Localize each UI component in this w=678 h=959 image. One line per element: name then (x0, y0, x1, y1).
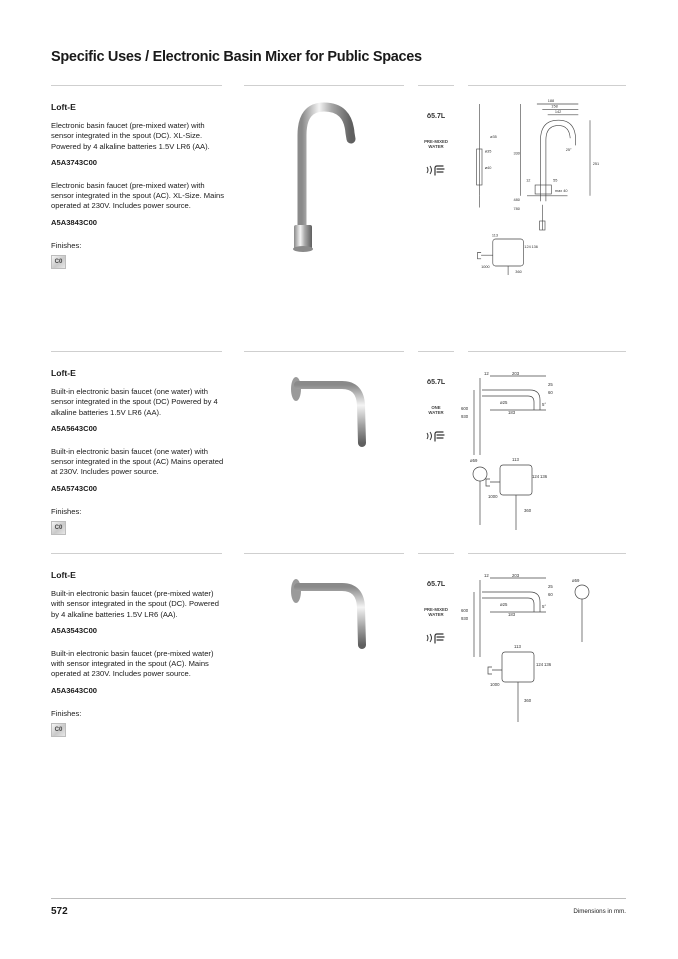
product-description (51, 368, 229, 535)
flow-rate-icon: ō5.7L (426, 581, 446, 588)
finish-chrome-swatch: C0 (51, 255, 66, 269)
finishes-label: Finishes: (51, 506, 82, 516)
svg-text:113: 113 (491, 232, 499, 238)
variant-description: Electronic basin faucet (pre-mixed water) with sensor integrated in the spout (DC). XL-Size. Powered by 4 alkaline batteries 1.5V LR6 (AA). (51, 121, 210, 151)
divider (51, 553, 222, 554)
svg-text:1000: 1000 (490, 682, 500, 687)
feature-icons (418, 379, 454, 448)
divider (51, 85, 222, 86)
svg-text:25: 25 (548, 584, 553, 589)
product-code: A5A5643C00 (51, 423, 98, 433)
svg-text:1000: 1000 (481, 263, 490, 269)
finish-chrome-swatch: C0 (51, 723, 66, 737)
divider (468, 351, 626, 352)
technical-drawing (460, 567, 630, 747)
divider (51, 351, 222, 352)
flow-rate-icon: ō5.7L (426, 113, 446, 120)
svg-text:780: 780 (513, 206, 520, 212)
svg-text:1000: 1000 (488, 494, 498, 499)
dimension-labels (461, 371, 553, 513)
divider (468, 553, 626, 554)
svg-text:360: 360 (524, 698, 532, 703)
product-section (0, 85, 678, 285)
svg-text:136: 136 (544, 662, 552, 667)
svg-text:12: 12 (526, 177, 531, 183)
svg-text:5°: 5° (542, 402, 547, 407)
dimensions-note: Dimensions in mm. (573, 908, 626, 915)
svg-text:183: 183 (508, 612, 516, 617)
divider (244, 351, 404, 352)
flow-rate-value: 5.7L (431, 379, 446, 386)
divider (418, 85, 454, 86)
svg-text:55: 55 (553, 177, 558, 183)
svg-text:930: 930 (461, 414, 469, 419)
product-name: Loft-E (51, 368, 76, 378)
wall-spout-photo (244, 365, 404, 525)
product-name: Loft-E (51, 102, 76, 112)
product-code: A5A3543C00 (51, 625, 98, 635)
svg-text:930: 930 (461, 616, 469, 621)
svg-text:142: 142 (554, 109, 562, 114)
svg-text:183: 183 (508, 410, 516, 415)
svg-text:124: 124 (532, 474, 540, 479)
product-code: A5A3843C00 (51, 217, 98, 227)
technical-drawing (460, 365, 630, 545)
svg-text:60: 60 (548, 592, 553, 597)
divider (244, 85, 404, 86)
svg-text:188: 188 (547, 98, 555, 104)
svg-text:60: 60 (548, 390, 553, 395)
svg-text:12: 12 (484, 371, 489, 376)
flow-rate-value: 5.7L (431, 113, 446, 120)
feature-icons (418, 113, 454, 182)
product-description (51, 102, 229, 269)
variant-description: Electronic basin faucet (pre-mixed water) with sensor integrated in the spout (AC). XL-Size. Mains operated at 230V. Includes power source. (51, 181, 225, 211)
product-code: A5A3643C00 (51, 685, 98, 695)
variant-description: Built-in electronic basin faucet (one water) with sensor integrated in the spout (AC) Mains operated at 230V. Includes power source. (51, 447, 224, 477)
variant-description: Built-in electronic basin faucet (pre-mixed water) with sensor integrated in the spout (DC). Powered by 4 alkaline batteries 1.5V LR6 (AA). (51, 589, 219, 619)
svg-text:203: 203 (512, 573, 520, 578)
svg-text:5°: 5° (542, 604, 547, 609)
product-name: Loft-E (51, 570, 76, 580)
page-number: 572 (51, 906, 68, 917)
svg-text:25: 25 (548, 382, 553, 387)
dimension-labels (481, 98, 599, 274)
svg-text:360: 360 (524, 508, 532, 513)
svg-text:136: 136 (540, 474, 548, 479)
svg-text:ø25: ø25 (500, 602, 508, 607)
product-code: A5A5743C00 (51, 483, 98, 493)
sensor-hand-icon (418, 631, 454, 650)
sensor-hand-icon (418, 429, 454, 448)
svg-text:ø25: ø25 (500, 400, 508, 405)
product-section (0, 351, 678, 551)
wall-spout-photo (244, 567, 404, 727)
svg-text:136: 136 (531, 244, 538, 249)
finishes-label: Finishes: (51, 708, 82, 718)
svg-text:360: 360 (515, 269, 522, 275)
product-description (51, 570, 229, 737)
finishes-label: Finishes: (51, 240, 82, 250)
svg-text:600: 600 (461, 406, 469, 411)
svg-text:113: 113 (514, 644, 521, 649)
svg-text:12: 12 (484, 573, 489, 578)
flow-rate-icon: ō5.7L (426, 379, 446, 386)
divider (418, 351, 454, 352)
svg-text:ø40: ø40 (484, 164, 492, 170)
technical-drawing (460, 95, 630, 275)
page-title: Specific Uses / Electronic Basin Mixer for Public Spaces (51, 49, 422, 65)
sensor-hand-icon (418, 163, 454, 182)
svg-text:330: 330 (513, 150, 520, 156)
svg-text:25°: 25° (565, 146, 572, 152)
product-code: A5A3743C00 (51, 157, 98, 167)
flow-rate-value: 5.7L (431, 581, 446, 588)
divider (244, 553, 404, 554)
divider (418, 553, 454, 554)
dimension-labels (461, 573, 580, 703)
svg-text:251: 251 (592, 161, 600, 167)
finish-chrome-swatch: C0 (51, 521, 66, 535)
svg-text:ø35: ø35 (484, 148, 492, 154)
svg-text:max 40: max 40 (554, 188, 568, 194)
svg-text:ø59: ø59 (470, 458, 478, 463)
svg-text:480: 480 (513, 197, 520, 203)
water-type-icon: ONE WATER (428, 405, 444, 415)
svg-text:600: 600 (461, 608, 469, 613)
footer-divider (51, 898, 626, 899)
svg-text:ø59: ø59 (572, 578, 580, 583)
svg-text:203: 203 (512, 371, 520, 376)
divider (468, 85, 626, 86)
water-type-icon: PRE-MIXED WATER (424, 607, 448, 617)
variant-description: Built-in electronic basin faucet (one water) with sensor integrated in the spout (DC) Powered by 4 alkaline batteries 1.5V LR6 (AA). (51, 387, 218, 417)
water-type-icon: PRE-MIXED WATER (424, 139, 448, 149)
feature-icons (418, 581, 454, 650)
faucet-photo (244, 97, 404, 257)
svg-text:124: 124 (524, 244, 531, 249)
svg-text:158: 158 (551, 103, 558, 109)
product-section (0, 553, 678, 753)
svg-text:124: 124 (536, 662, 544, 667)
svg-text:113: 113 (512, 457, 519, 462)
variant-description: Built-in electronic basin faucet (pre-mixed water) with sensor integrated in the spout (AC). Mains operated at 230V. Includes power source. (51, 649, 214, 679)
svg-text:ø35: ø35 (490, 134, 497, 140)
